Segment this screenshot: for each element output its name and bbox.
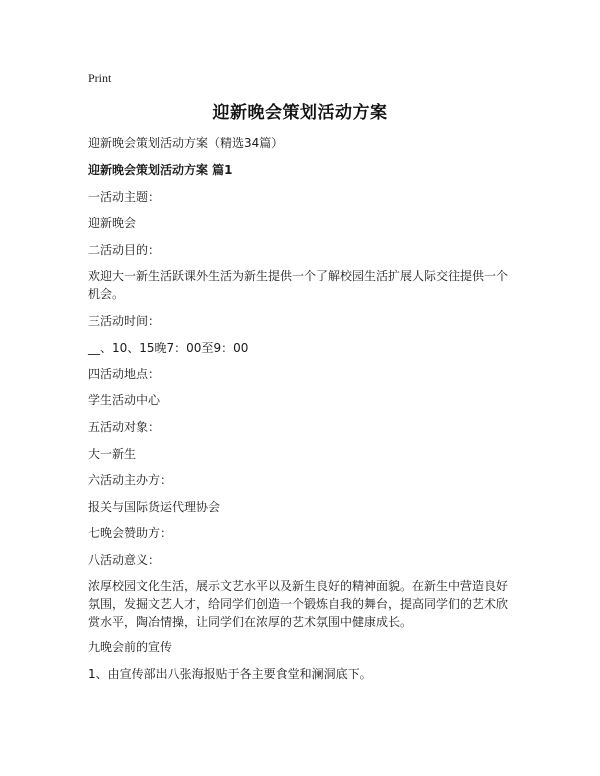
paragraph-activity-location: 学生活动中心: [88, 393, 161, 407]
paragraph-activity-time: __、10、15晚7：00至9：00: [88, 341, 249, 355]
paragraph-organizer: 报关与国际货运代理协会: [88, 500, 221, 514]
document-subtitle: 迎新晚会策划活动方案（精选34篇）: [88, 136, 284, 150]
paragraph-activity-audience: 大一新生: [88, 447, 137, 461]
paragraph-promotion-label: 九晚会前的宣传: [88, 640, 173, 654]
paragraph-activity-purpose-label: 二活动目的：: [88, 243, 161, 257]
paragraph-activity-location-label: 四活动地点：: [88, 367, 161, 381]
paragraph-sponsor-label: 七晚会赞助方：: [88, 526, 173, 540]
print-link[interactable]: Print: [88, 71, 112, 85]
paragraph-significance-label: 八活动意义：: [88, 553, 161, 567]
paragraph-activity-theme: 迎新晚会: [88, 216, 137, 230]
paragraph-organizer-label: 六活动主办方：: [88, 473, 173, 487]
paragraph-significance: 浓厚校园文化生活，展示文艺水平以及新生良好的精神面貌。在新生中营造良好氛围，发掘文艺人才，给同学们创造一个锻炼自我的舞台，提高同学们的艺术欣赏水平，陶冶情操，让同学们在浓厚的艺术氛围中健康成长。: [88, 579, 509, 629]
paragraph-activity-theme-label: 一活动主题：: [88, 190, 161, 204]
paragraph-promotion-item-1: 1、由宣传部出八张海报贴于各主要食堂和澜洞底下。: [88, 667, 372, 681]
section-heading: 迎新晚会策划活动方案 篇1: [88, 163, 233, 177]
paragraph-activity-time-label: 三活动时间：: [88, 314, 161, 328]
paragraph-activity-purpose: 欢迎大一新生活跃课外生活为新生提供一个了解校园生活扩展人际交往提供一个机会。: [88, 269, 509, 301]
document-title: 迎新晚会策划活动方案: [212, 103, 388, 123]
paragraph-activity-audience-label: 五活动对象：: [88, 420, 161, 434]
